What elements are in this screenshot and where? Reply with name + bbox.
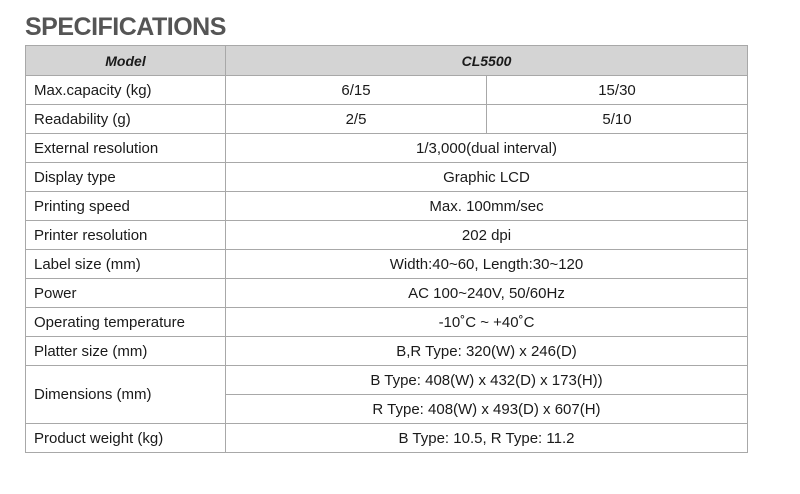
operating-temperature-value: -10˚C ~ +40˚C xyxy=(226,308,748,337)
table-row-display-type xyxy=(26,163,748,192)
power-label: Power xyxy=(26,279,226,308)
product-weight-value: B Type: 10.5, R Type: 11.2 xyxy=(226,424,748,453)
page-title: SPECIFICATIONS xyxy=(25,13,226,41)
printing-speed-label: Printing speed xyxy=(26,192,226,221)
printer-resolution-value: 202 dpi xyxy=(226,221,748,250)
table-row-platter-size xyxy=(26,337,748,366)
power-value: AC 100~240V, 50/60Hz xyxy=(226,279,748,308)
table-row-product-weight xyxy=(26,424,748,453)
table-row-power xyxy=(26,279,748,308)
capacity-value-2: 15/30 xyxy=(487,76,748,105)
display-type-value: Graphic LCD xyxy=(226,163,748,192)
label-size-value: Width:40~60, Length:30~120 xyxy=(226,250,748,279)
table-header-row xyxy=(26,46,748,76)
display-type-label: Display type xyxy=(26,163,226,192)
table-row-printer-resolution xyxy=(26,221,748,250)
external-resolution-value: 1/3,000(dual interval) xyxy=(226,134,748,163)
platter-size-value: B,R Type: 320(W) x 246(D) xyxy=(226,337,748,366)
readability-value-1: 2/5 xyxy=(226,105,487,134)
table-row-dimensions xyxy=(26,366,748,395)
table-row-readability xyxy=(26,105,748,134)
operating-temperature-label: Operating temperature xyxy=(26,308,226,337)
product-weight-label: Product weight (kg) xyxy=(26,424,226,453)
specifications-table xyxy=(25,45,748,453)
capacity-label: Max.capacity (kg) xyxy=(26,76,226,105)
capacity-value-1: 6/15 xyxy=(226,76,487,105)
platter-size-label: Platter size (mm) xyxy=(26,337,226,366)
table-row-printing-speed xyxy=(26,192,748,221)
table-row-operating-temperature xyxy=(26,308,748,337)
readability-label: Readability (g) xyxy=(26,105,226,134)
label-size-label: Label size (mm) xyxy=(26,250,226,279)
dimensions-label: Dimensions (mm) xyxy=(26,366,226,424)
header-model-label: Model xyxy=(26,46,226,76)
table-row-capacity xyxy=(26,76,748,105)
table-row-external-resolution xyxy=(26,134,748,163)
printer-resolution-label: Printer resolution xyxy=(26,221,226,250)
table-row-label-size xyxy=(26,250,748,279)
dimensions-value-b: B Type: 408(W) x 432(D) x 173(H)) xyxy=(226,366,748,395)
readability-value-2: 5/10 xyxy=(487,105,748,134)
printing-speed-value: Max. 100mm/sec xyxy=(226,192,748,221)
dimensions-value-r: R Type: 408(W) x 493(D) x 607(H) xyxy=(226,395,748,424)
header-model-value: CL5500 xyxy=(226,46,748,76)
external-resolution-label: External resolution xyxy=(26,134,226,163)
